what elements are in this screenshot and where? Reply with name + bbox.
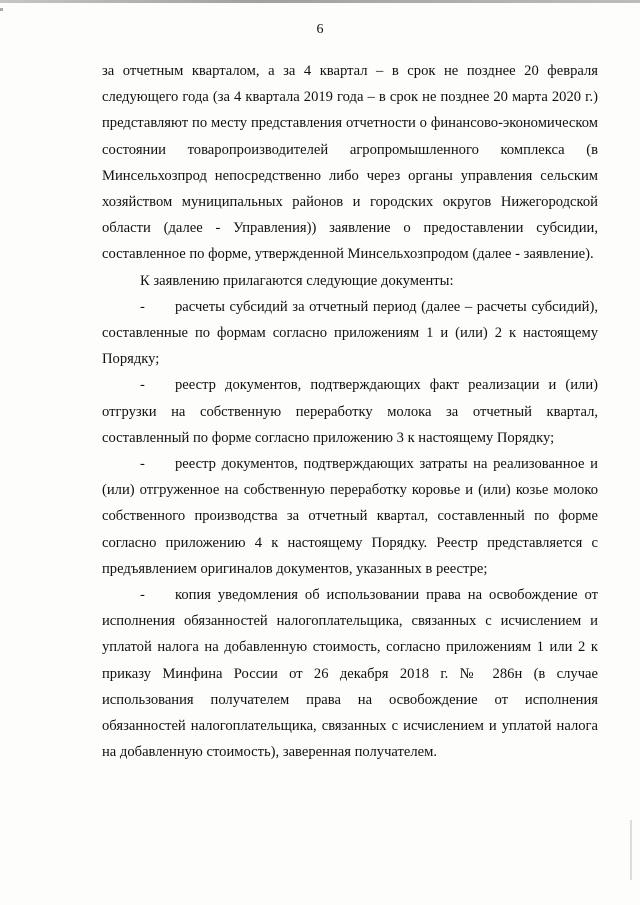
page-number: 6 — [316, 22, 324, 37]
scan-artifact-right — [630, 820, 632, 880]
scan-artifact-left — [0, 8, 3, 11]
document-body — [102, 58, 598, 765]
list-dash: - — [140, 298, 145, 315]
list-item-vat-notice — [102, 582, 598, 765]
scan-artifact-top — [0, 0, 640, 3]
paragraph-documents-intro: К заявлению прилагаются следующие документы: — [140, 272, 454, 289]
list-item-costs-registry — [102, 451, 598, 582]
list-item-text: реестр документов, подтверждающих факт реализации и (или) отгрузки на собственную переработку молока за отчетный квартал, составленный по форме согласно приложению 3 к настоящему Порядку; — [102, 377, 598, 446]
list-dash: - — [140, 587, 145, 604]
list-dash: - — [140, 377, 145, 394]
list-item-text: расчеты субсидий за отчетный период (далее – расчеты субсидий), составленные по формам согласно приложениям 1 и (или) 2 к настоящему Порядку; — [102, 298, 598, 368]
list-item-text: копия уведомления об использовании права на освобождение от исполнения обязанностей налогоплательщика, связанных с исчислением и уплатой налога на добавленную стоимость, согласно приложениям 1 или 2 к приказу Минфина России от 26 декабря 2018 г. № 286н (в случае использования получателем права на освобождение от исполнения обязанностей налогоплательщика, связанных с исчислением и уплатой налога на добавленную стоимость), заверенная получателем. — [102, 587, 598, 761]
list-item-sales-registry — [102, 372, 598, 451]
list-dash: - — [140, 456, 145, 473]
list-item-subsidy-calculations — [102, 294, 598, 373]
paragraph-deadline: за отчетным кварталом, а за 4 квартал – в срок не позднее 20 февраля следующего года (за 4 квартала 2019 года – в срок не позднее 20 марта 2020 г.) представляют по месту представления отчетности о финансово-экономическом состоянии товаропроизводителей агропромышленного комплекса (в Минсельхозпрод непосредственно либо через органы управления сельским хозяйством муниципальных районов и городских округов Нижегородской области (далее - Управления)) заявление о предоставлении субсидии, составленное по форме, утвержденной Минсельхозпродом (далее - заявление). — [102, 63, 598, 263]
list-item-text: реестр документов, подтверждающих затраты на реализованное и (или) отгруженное на собственную переработку коровье и (или) козье молоко собственного производства за отчетный квартал, составленный по форме согласно приложению 4 к настоящему Порядку. Реестр представляется с предъявлением оригиналов документов, указанных в реестре; — [102, 456, 598, 577]
